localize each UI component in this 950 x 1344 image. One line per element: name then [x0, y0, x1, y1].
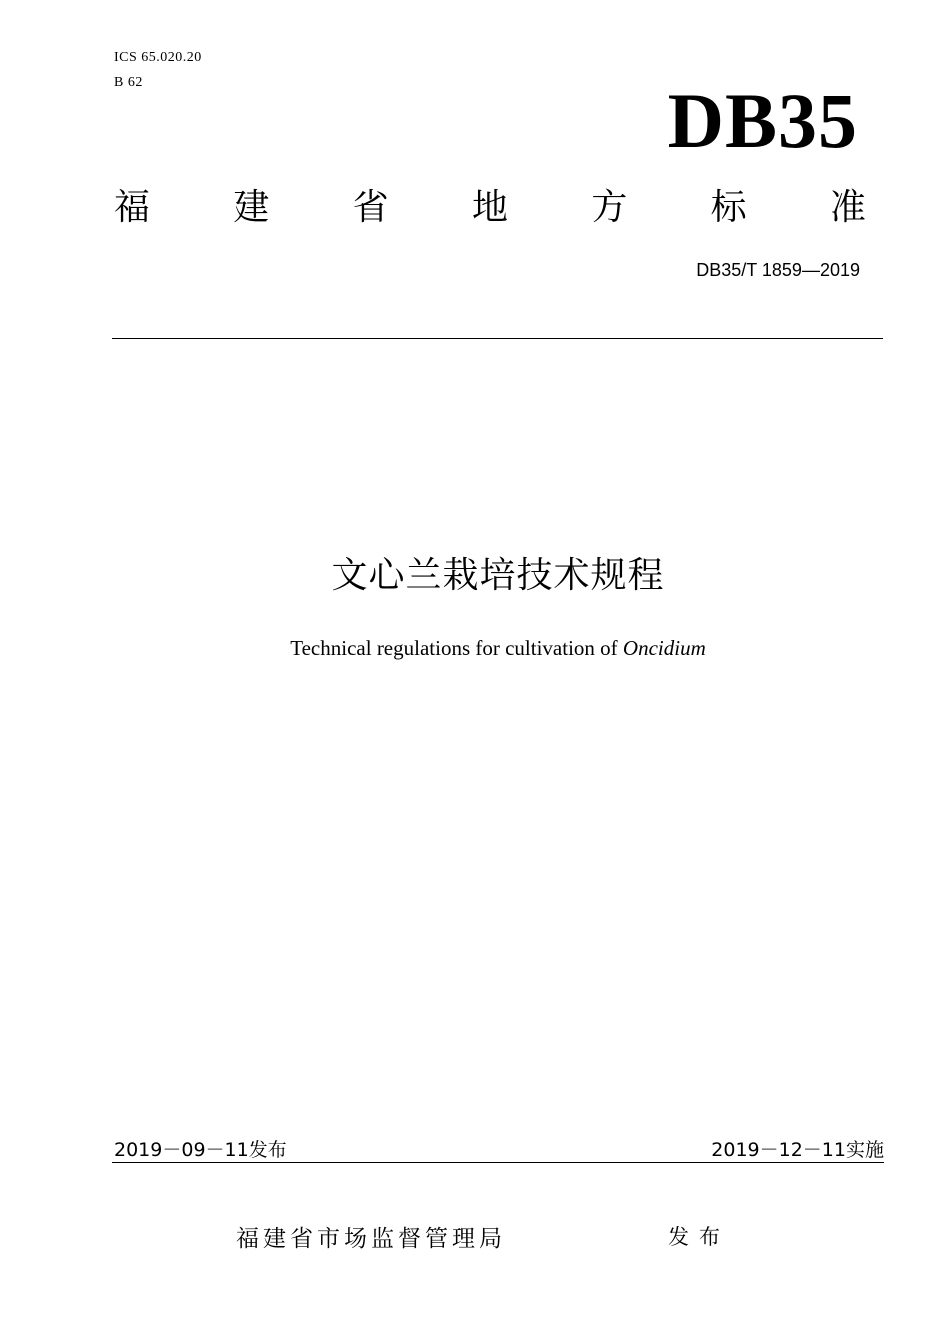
ccs-code: B 62 — [114, 75, 143, 90]
standard-class-char: 省 — [352, 187, 389, 228]
header-divider — [112, 338, 883, 339]
issue-date: 2019－09－11发布 — [114, 1139, 287, 1161]
document-title-english — [0, 634, 950, 662]
standard-class-char: 标 — [710, 187, 747, 228]
standard-class-title — [114, 184, 866, 232]
standard-class-char: 福 — [114, 187, 151, 228]
standard-class-char: 准 — [829, 187, 866, 228]
standard-number: DB35/T 1859—2019 — [696, 260, 860, 280]
implementation-date: 2019－12－11实施 — [711, 1139, 884, 1161]
publish-label: 发布 — [668, 1225, 730, 1249]
standard-class-char: 建 — [233, 187, 270, 228]
standard-class-char: 地 — [471, 187, 508, 228]
standard-class-char: 方 — [591, 187, 628, 228]
english-title-text: Technical regulations for cultivation of — [290, 636, 623, 660]
species-name: Oncidium — [622, 636, 706, 660]
footer-divider — [112, 1162, 884, 1163]
document-title-chinese: 文心兰栽培技术规程 — [331, 555, 665, 596]
issuing-authority: 福建省市场监督管理局 — [236, 1226, 506, 1252]
standard-logo: DB35 — [667, 77, 858, 164]
ics-code: ICS 65.020.20 — [114, 50, 202, 65]
